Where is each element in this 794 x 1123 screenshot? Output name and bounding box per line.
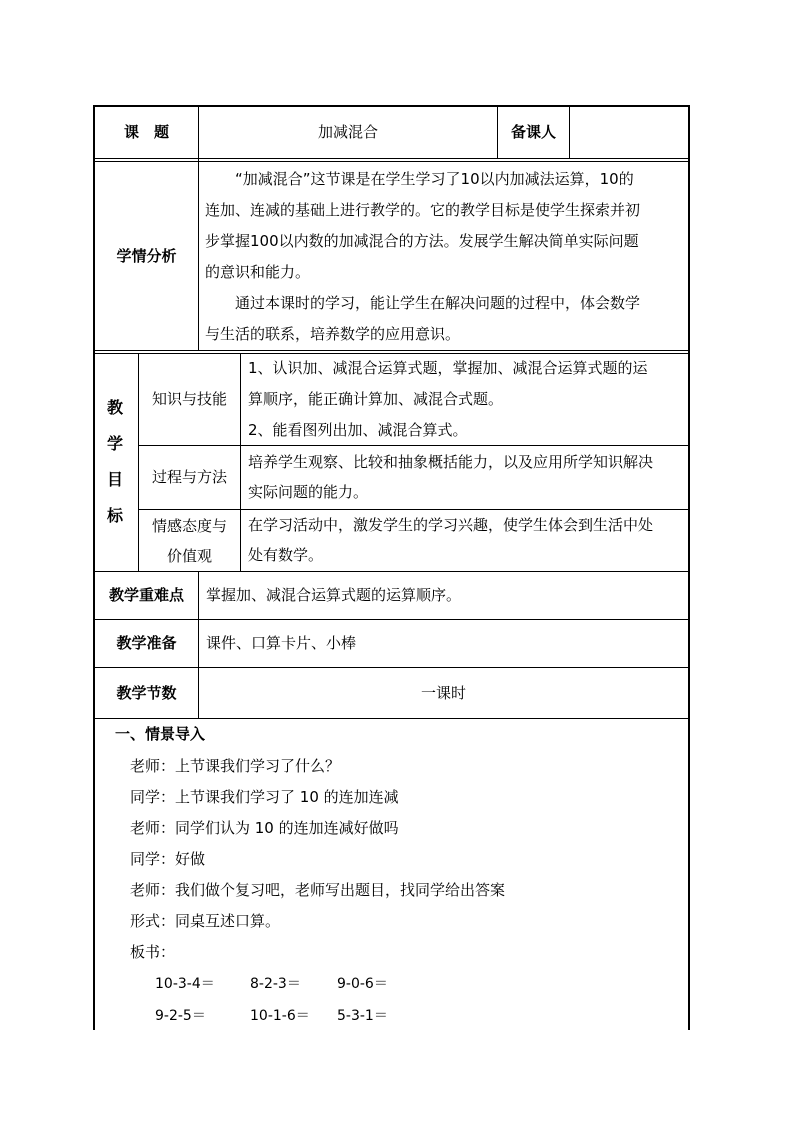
knowledge-label: 知识与技能 [151, 390, 227, 408]
goals-label-char: 学 [106, 434, 123, 453]
dialogue-line: 同学：上节课我们学习了 10 的连加连减 [130, 788, 399, 806]
topic-label: 课 题 [123, 123, 169, 141]
analysis-line: 的意识和能力。 [205, 263, 311, 281]
analysis-line: 步掌握100以内数的加减混合的方法。发展学生解决简单实际问题 [205, 232, 639, 250]
dialogue-line: 老师：同学们认为 10 的连加连减好做吗 [130, 819, 399, 837]
process-heading: 一、情景导入 [115, 725, 206, 743]
emotion-label [139, 510, 240, 571]
preparer-label: 备课人 [510, 123, 556, 141]
dialogue-line: 老师：上节课我们学习了什么？ [130, 757, 341, 775]
analysis-line: 通过本课时的学习，能让学生在解决问题的过程中，体会数学 [205, 294, 641, 312]
col-divider [240, 353, 241, 571]
dialogue-line: 老师：我们做个复习吧，老师写出题目，找同学给出答案 [130, 881, 506, 899]
board-equation: 10-1-6＝ [250, 1008, 310, 1024]
board-equation: 9-2-5＝ [155, 1008, 206, 1024]
dialogue-line: 形式：同桌互述口算。 [130, 912, 281, 930]
periods-label: 教学节数 [116, 683, 177, 702]
process-line: 实际问题的能力。 [248, 483, 369, 501]
knowledge-line: 算顺序，能正确计算加、减混合式题。 [248, 390, 504, 408]
preparer-value [570, 107, 688, 158]
table-right-border [688, 105, 690, 1030]
emotion-label-line: 情感态度与 [151, 516, 227, 535]
row-divider [93, 718, 690, 719]
key-points-label: 教学重难点 [108, 586, 184, 604]
emotion-text [248, 510, 686, 570]
process-line: 培养学生观察、比较和抽象概括能力，以及应用所学知识解决 [248, 453, 654, 471]
dialogue-line: 同学：好做 [130, 850, 206, 868]
row-divider [93, 350, 690, 351]
goals-label [105, 390, 125, 534]
board-equation: 5-3-1＝ [337, 1008, 388, 1024]
analysis-text [205, 164, 685, 350]
row-divider [93, 158, 690, 159]
preparation-value: 课件、口算卡片、小棒 [206, 634, 357, 652]
board-equation: 8-2-3＝ [250, 976, 301, 992]
key-points-value: 掌握加、减混合运算式题的运算顺序。 [206, 586, 462, 604]
analysis-line: 与生活的联系，培养数学的应用意识。 [205, 325, 461, 343]
goals-label-char: 标 [106, 506, 123, 525]
periods-value: 一课时 [420, 683, 466, 702]
goals-label-char: 目 [106, 470, 123, 489]
board-equation: 9-0-6＝ [337, 976, 388, 992]
preparation-label: 教学准备 [116, 634, 177, 652]
dialogue-line: 板书： [130, 943, 176, 961]
process-text [248, 447, 686, 507]
knowledge-line: 2、能看图列出加、减混合算式。 [248, 421, 468, 439]
topic-value: 加减混合 [317, 123, 378, 141]
lesson-plan-table [93, 105, 690, 1030]
knowledge-line: 1、认识加、减混合运算式题，掌握加、减混合运算式题的运 [248, 359, 648, 377]
process-label: 过程与方法 [151, 468, 227, 486]
analysis-label: 学情分析 [116, 246, 177, 265]
knowledge-text [248, 353, 686, 446]
emotion-line: 在学习活动中，激发学生的学习兴趣，使学生体会到生活中处 [248, 516, 654, 534]
analysis-line: “加减混合”这节课是在学生学习了10以内加减法运算，10的 [205, 170, 634, 188]
emotion-line: 处有数学。 [248, 546, 324, 564]
goals-label-char: 教 [106, 398, 123, 417]
analysis-line: 连加、连减的基础上进行教学的。它的教学目标是使学生探索并初 [205, 201, 641, 219]
emotion-label-line: 价值观 [166, 546, 212, 565]
board-equation: 10-3-4＝ [155, 976, 215, 992]
